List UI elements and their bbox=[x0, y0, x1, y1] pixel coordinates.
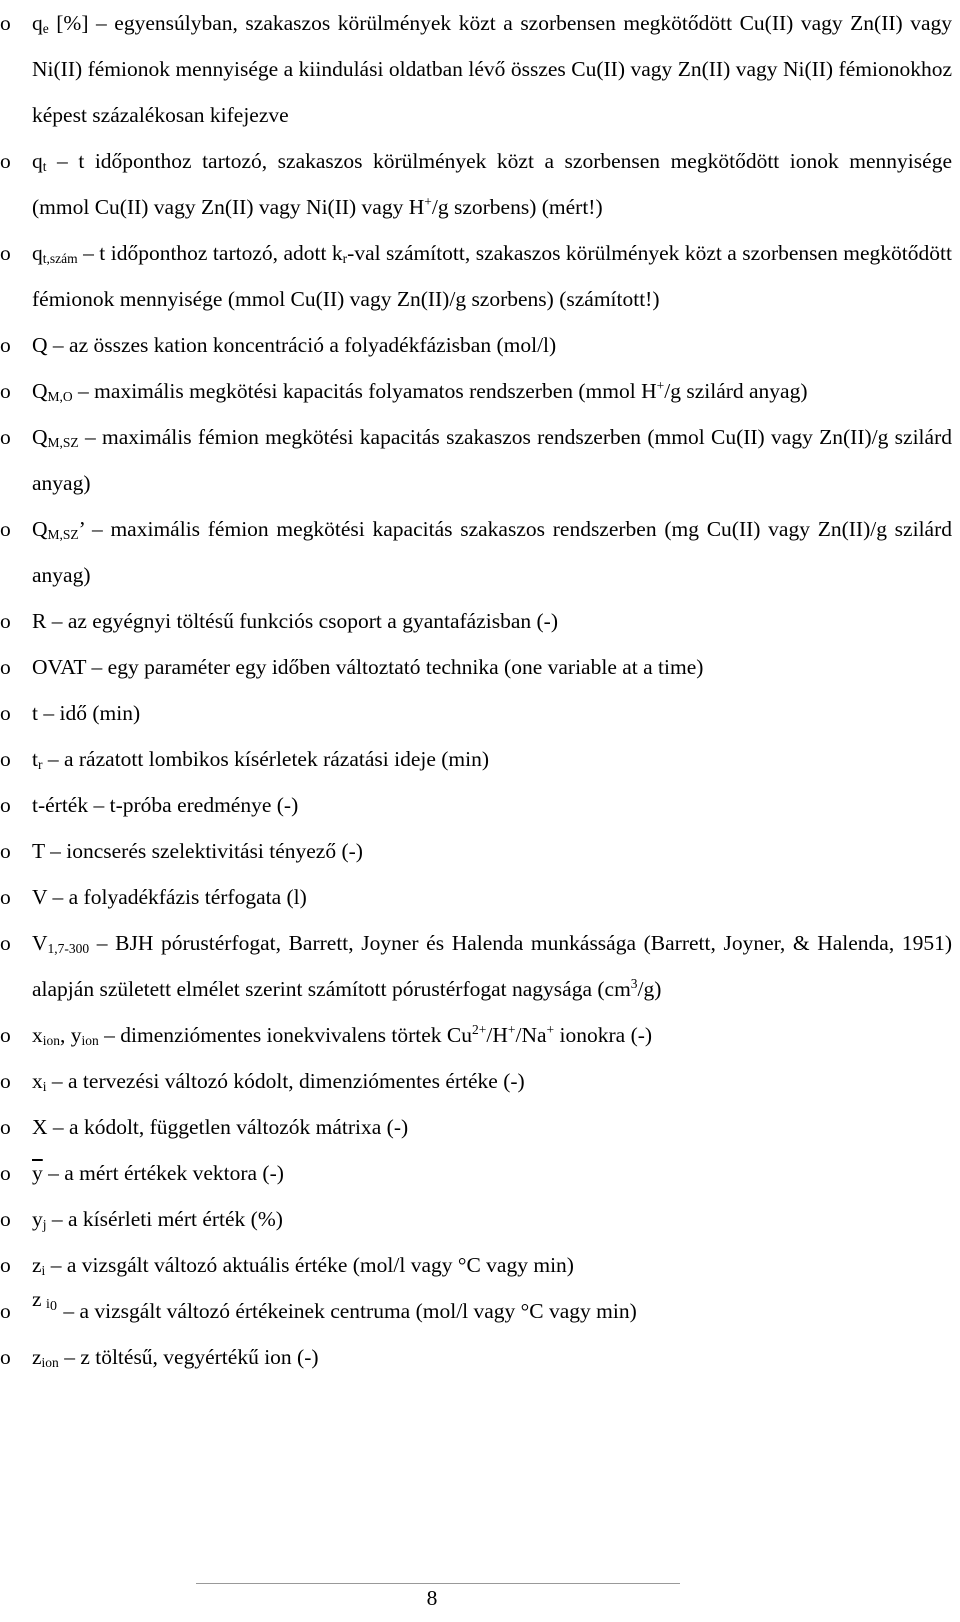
symbol-subscript: ion bbox=[42, 1033, 61, 1048]
description-cont: -val számított, szakaszos körülmények közt a szorbensen megkötődött fémionok mennyisége (mmol Cu(II) vagy Zn(II)/g szorbens) (számított!) bbox=[32, 241, 952, 311]
symbol: Q bbox=[32, 425, 48, 449]
list-item-V-bjh bbox=[0, 920, 952, 1012]
symbol: z bbox=[32, 1345, 42, 1369]
symbol: q bbox=[32, 149, 43, 173]
symbol-subscript: e bbox=[42, 21, 49, 36]
list-item-qt bbox=[0, 138, 952, 230]
list-item-X bbox=[0, 1104, 952, 1150]
symbol: OVAT bbox=[32, 655, 87, 679]
bullet-marker: o bbox=[0, 1069, 11, 1093]
list-item-xi bbox=[0, 1058, 952, 1104]
description-cont: /g) bbox=[637, 977, 662, 1001]
symbol: t-érték bbox=[32, 793, 89, 817]
symbol: R bbox=[32, 609, 47, 633]
description: – ioncserés szelektivitási tényező (-) bbox=[44, 839, 363, 863]
list-item-Q bbox=[0, 322, 952, 368]
list-item-xion-yion bbox=[0, 1012, 952, 1058]
bullet-marker: o bbox=[0, 379, 11, 403]
symbol-subscript: i bbox=[46, 1297, 50, 1312]
description: – a folyadékfázis térfogata (l) bbox=[47, 885, 307, 909]
bullet-marker: o bbox=[0, 517, 11, 541]
page-number: 8 bbox=[426, 1586, 438, 1610]
description: – a tervezési változó kódolt, dimenziómentes értéke (-) bbox=[46, 1069, 525, 1093]
description: [%] – egyensúlyban, szakaszos körülmények közt a szorbensen megkötődött Cu(II) vagy Zn(II) vagy Ni(II) fémionok mennyisége a kiindulási oldatban lévő összes Cu(II) vagy Zn(II) vagy Ni(II) fémionokhoz képest százalékosan kifejezve bbox=[32, 11, 952, 127]
list-item-qt-szam bbox=[0, 230, 952, 322]
symbol-subscript: t,szám bbox=[42, 251, 78, 266]
description: – t időponthoz tartozó, szakaszos körülmények közt a szorbensen megkötődött ionok mennyisége (mmol Cu(II) vagy Zn(II) vagy Ni(II) vagy H bbox=[32, 149, 952, 219]
symbol: z bbox=[32, 1287, 42, 1311]
footer-divider bbox=[196, 1583, 680, 1584]
description-cont: /g szorbens) (mért!) bbox=[431, 195, 603, 219]
symbol: q bbox=[32, 11, 43, 35]
symbol: x bbox=[32, 1023, 43, 1047]
symbol-subscript: r bbox=[37, 757, 43, 772]
symbol: V bbox=[32, 931, 48, 955]
superscript: + bbox=[546, 1022, 555, 1037]
description: – a rázatott lombikos kísérletek rázatási ideje (min) bbox=[42, 747, 490, 771]
description: – az összes kation koncentráció a folyadékfázisban (mol/l) bbox=[47, 333, 557, 357]
description: – idő (min) bbox=[37, 701, 141, 725]
bullet-marker: o bbox=[0, 1115, 11, 1139]
list-item-QMSZ-prime bbox=[0, 506, 952, 598]
description-cont: /Na bbox=[515, 1023, 547, 1047]
subscript: ion bbox=[81, 1033, 99, 1048]
description: – maximális fémion megkötési kapacitás szakaszos rendszerben (mmol Cu(II) vagy Zn(II)/g szilárd anyag) bbox=[32, 425, 952, 495]
symbol: q bbox=[32, 241, 43, 265]
description-cont: – dimenziómentes ionekvivalens törtek Cu bbox=[98, 1023, 472, 1047]
bullet-marker: o bbox=[0, 885, 11, 909]
list-item-t-ertek bbox=[0, 782, 952, 828]
symbol-subscript: j bbox=[42, 1217, 47, 1232]
symbol-subscript: t bbox=[42, 159, 47, 174]
symbol: $\overline{y}$ bbox=[32, 1161, 43, 1185]
description: , y bbox=[60, 1023, 82, 1047]
description-cont: /g szilárd anyag) bbox=[664, 379, 808, 403]
list-item-T bbox=[0, 828, 952, 874]
list-item-QMO bbox=[0, 368, 952, 414]
bullet-marker: o bbox=[0, 793, 11, 817]
symbol: X bbox=[32, 1115, 48, 1139]
symbol: V bbox=[32, 885, 48, 909]
symbol: t bbox=[32, 747, 38, 771]
list-item-y-vector bbox=[0, 1150, 952, 1196]
description: – t-próba eredménye (-) bbox=[88, 793, 299, 817]
superscript: + bbox=[656, 378, 665, 393]
list-item-R bbox=[0, 598, 952, 644]
list-item-OVAT bbox=[0, 644, 952, 690]
description-cont: ionokra (-) bbox=[554, 1023, 653, 1047]
symbol-subscript: 1,7-300 bbox=[47, 941, 90, 956]
subscript: r bbox=[342, 251, 348, 266]
symbol: Q bbox=[32, 379, 48, 403]
list-item-zi bbox=[0, 1242, 952, 1288]
symbol: z bbox=[32, 1253, 42, 1277]
list-item-zion bbox=[0, 1334, 952, 1380]
symbol-subscript: M,SZ bbox=[47, 435, 79, 450]
list-item-tr bbox=[0, 736, 952, 782]
list-item-QMSZ bbox=[0, 414, 952, 506]
symbol: Q bbox=[32, 333, 48, 357]
description: – a vizsgált változó aktuális értéke (mol/l vagy °C vagy min) bbox=[45, 1253, 574, 1277]
bullet-marker: o bbox=[0, 1253, 11, 1277]
description-cont: /H bbox=[486, 1023, 508, 1047]
bullet-marker: o bbox=[0, 149, 11, 173]
symbol-subscript: i bbox=[42, 1079, 47, 1094]
symbol-subscript: M,O bbox=[47, 389, 73, 404]
list-item-t bbox=[0, 690, 952, 736]
description: – maximális megkötési kapacitás folyamatos rendszerben (mmol H bbox=[72, 379, 657, 403]
description: – egy paraméter egy időben változtató technika (one variable at a time) bbox=[86, 655, 704, 679]
bullet-marker: o bbox=[0, 425, 11, 449]
description: – az egyégnyi töltésű funkciós csoport a gyantafázisban (-) bbox=[46, 609, 558, 633]
bullet-marker: o bbox=[0, 333, 11, 357]
bullet-marker: o bbox=[0, 609, 11, 633]
list-item-yj bbox=[0, 1196, 952, 1242]
description: – a kódolt, független változók mátrixa (-) bbox=[47, 1115, 409, 1139]
description: ’ – maximális fémion megkötési kapacitás szakaszos rendszerben (mg Cu(II) vagy Zn(II)/g szilárd anyag) bbox=[32, 517, 952, 587]
bullet-marker: o bbox=[0, 11, 11, 35]
symbol-subscript: i bbox=[41, 1263, 46, 1278]
symbol-superscript: 0 bbox=[50, 1299, 57, 1314]
description: – a mért értékek vektora (-) bbox=[42, 1161, 284, 1185]
symbol: y bbox=[32, 1207, 43, 1231]
description: – a kísérleti mért érték (%) bbox=[46, 1207, 283, 1231]
symbol-subscript: ion bbox=[41, 1355, 59, 1370]
bullet-marker: o bbox=[0, 655, 11, 679]
superscript: + bbox=[507, 1022, 516, 1037]
description: – z töltésű, vegyértékű ion (-) bbox=[58, 1345, 319, 1369]
list-item-qe bbox=[0, 0, 952, 138]
bullet-marker: o bbox=[0, 701, 11, 725]
bullet-marker: o bbox=[0, 931, 11, 955]
symbol: Q bbox=[32, 517, 48, 541]
bullet-marker: o bbox=[0, 1345, 11, 1369]
bullet-marker: o bbox=[0, 1161, 11, 1185]
bullet-marker: o bbox=[0, 1299, 11, 1323]
bullet-marker: o bbox=[0, 747, 11, 771]
symbol: x bbox=[32, 1069, 43, 1093]
superscript: 3 bbox=[630, 976, 638, 991]
symbol-group bbox=[32, 1287, 58, 1318]
symbol-subscript: M,SZ bbox=[47, 527, 79, 542]
description: – t időponthoz tartozó, adott k bbox=[77, 241, 343, 265]
description: – BJH pórustérfogat, Barrett, Joyner és Halenda munkássága (Barrett, Joyner, & Halenda, 1951) alapján született elmélet szerint számított pórustérfogat nagysága (cm bbox=[32, 931, 952, 1001]
symbol: T bbox=[32, 839, 45, 863]
bullet-marker: o bbox=[0, 839, 11, 863]
list-item-V bbox=[0, 874, 952, 920]
description: – a vizsgált változó értékeinek centruma (mol/l vagy °C vagy min) bbox=[58, 1299, 637, 1323]
list-item-zi0 bbox=[0, 1288, 952, 1334]
bullet-marker: o bbox=[0, 241, 11, 265]
superscript: + bbox=[424, 194, 432, 209]
bullet-marker: o bbox=[0, 1023, 11, 1047]
bullet-marker: o bbox=[0, 1207, 11, 1231]
superscript: 2+ bbox=[471, 1022, 487, 1037]
symbol: t bbox=[32, 701, 38, 725]
